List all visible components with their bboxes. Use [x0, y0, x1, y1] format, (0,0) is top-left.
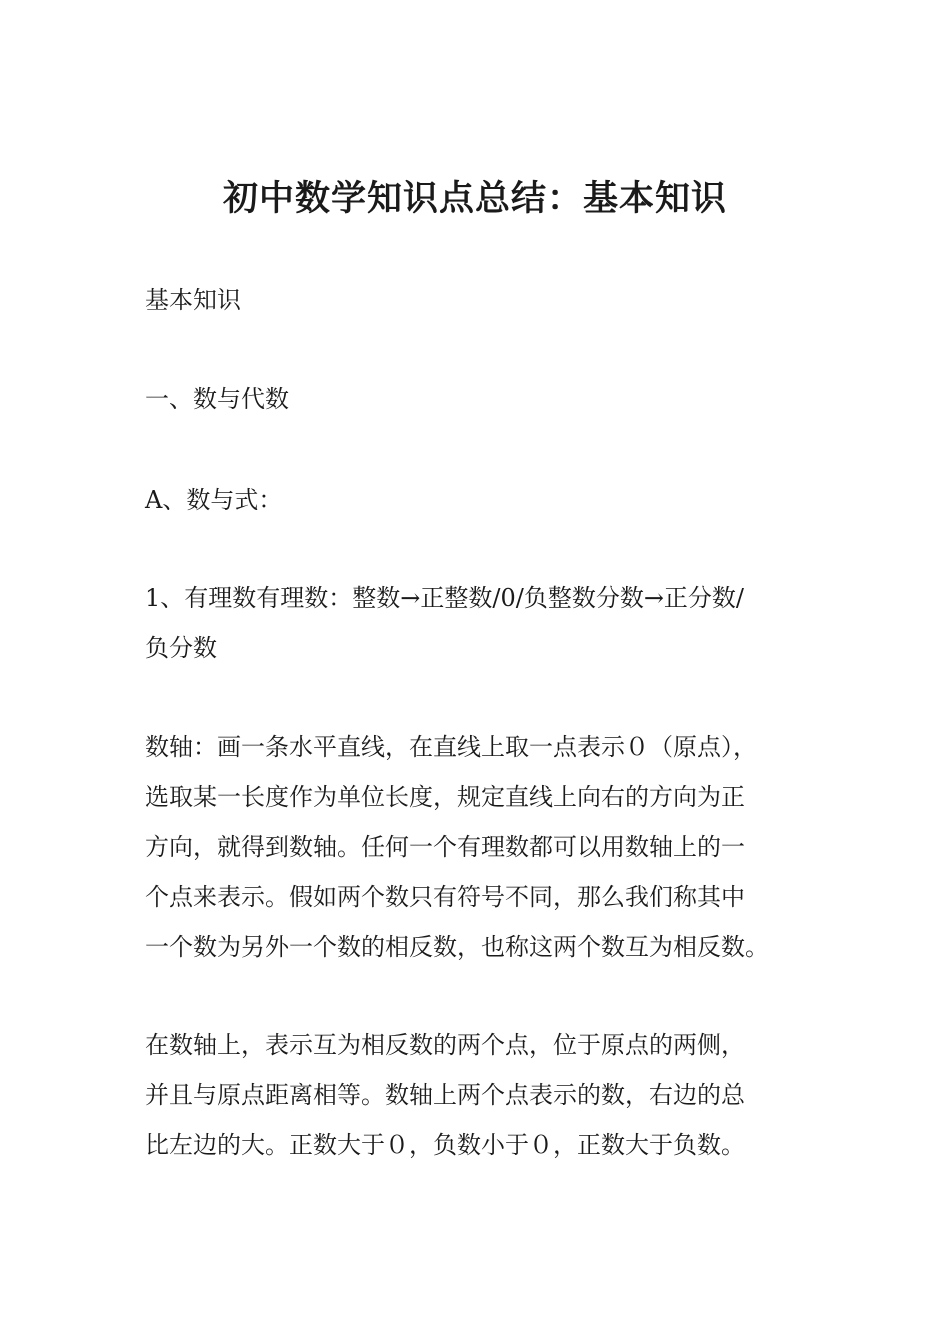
paragraph-basic-knowledge [145, 275, 810, 325]
heading-numbers-and-expressions [145, 475, 810, 525]
text-line: 数轴：画一条水平直线，在直线上取一点表示０（原点）， [145, 733, 757, 761]
text-line: 一、数与代数 [145, 385, 289, 413]
text-line: 一个数为另外一个数的相反数，也称这两个数互为相反数。 [145, 933, 769, 961]
text-line: 方向，就得到数轴。任何一个有理数都可以用数轴上的一 [145, 833, 745, 861]
text-line: 基本知识 [145, 286, 241, 314]
text-line: 比左边的大。正数大于０，负数小于０，正数大于负数。 [145, 1131, 745, 1159]
paragraph-rational-numbers [145, 573, 810, 673]
text-line: A、数与式： [145, 486, 283, 514]
text-line: 1、有理数有理数：整数→正整数/0/负整数分数→正分数/ [145, 584, 745, 612]
paragraph-opposite-numbers [145, 1020, 810, 1170]
text-line: 选取某一长度作为单位长度，规定直线上向右的方向为正 [145, 783, 745, 811]
text-line: 负分数 [145, 634, 217, 662]
text-line: 个点来表示。假如两个数只有符号不同，那么我们称其中 [145, 883, 745, 911]
document-title: 初中数学知识点总结：基本知识 [222, 179, 727, 219]
paragraph-number-line [145, 722, 810, 972]
heading-numbers-and-algebra [145, 374, 810, 424]
text-line: 并且与原点距离相等。数轴上两个点表示的数，右边的总 [145, 1081, 745, 1109]
text-line: 在数轴上，表示互为相反数的两个点，位于原点的两侧， [145, 1031, 745, 1059]
